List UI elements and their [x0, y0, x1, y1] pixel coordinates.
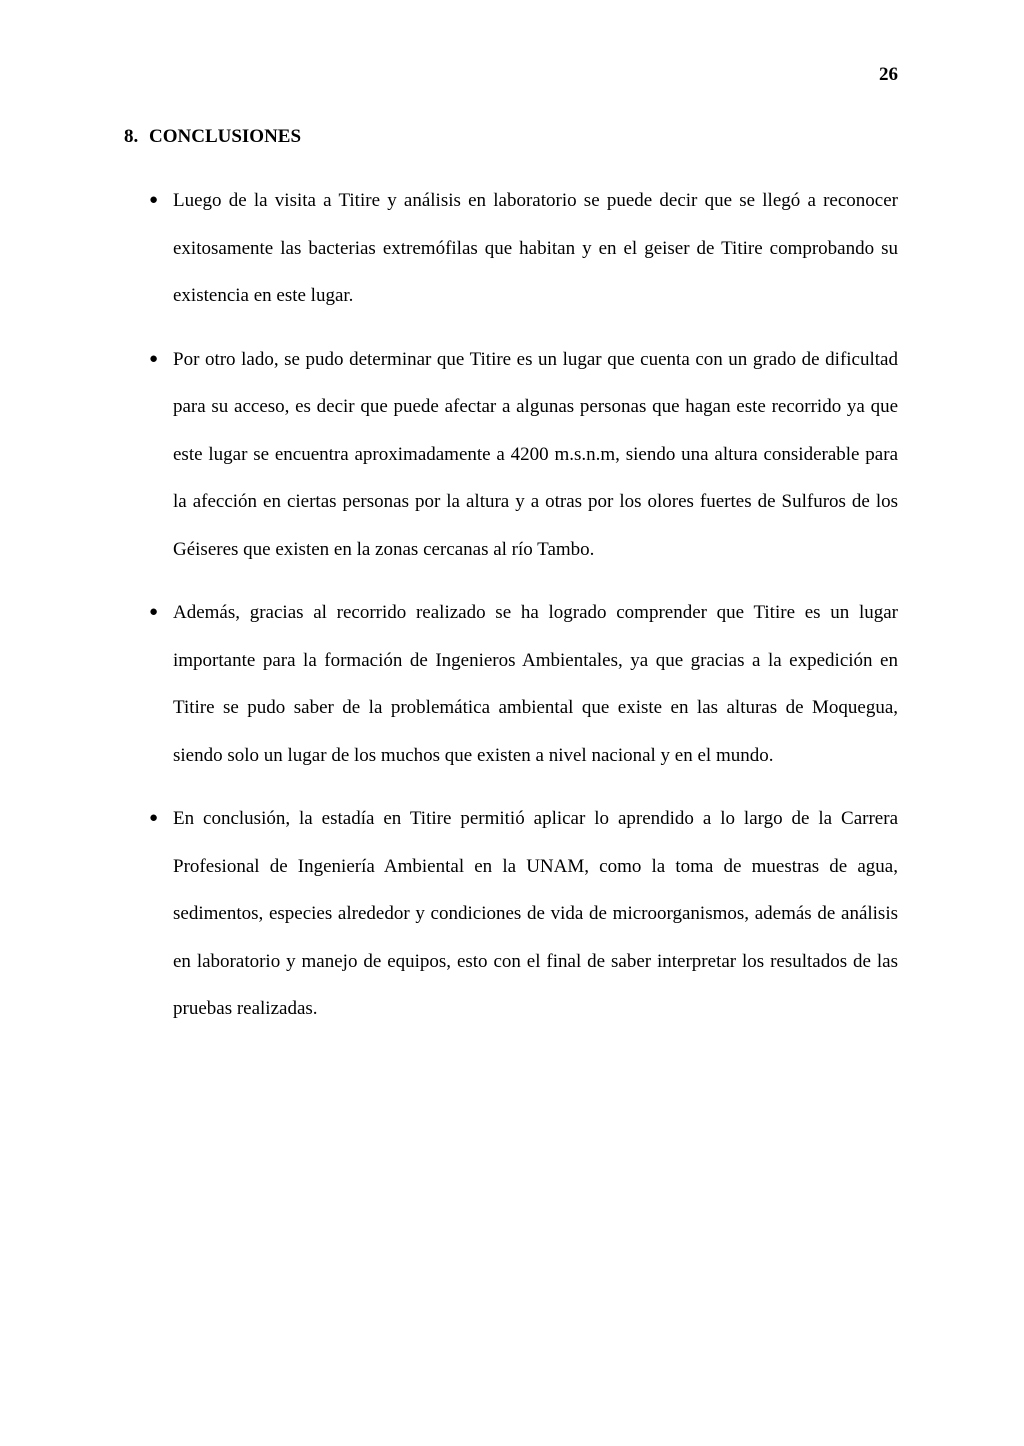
bullet-icon: ● [149, 350, 159, 367]
conclusions-list [0, 177, 1024, 1049]
bullet-icon: ● [149, 604, 159, 620]
section-title: CONCLUSIONES [149, 126, 302, 147]
bullet-icon: ● [149, 810, 159, 826]
list-item [0, 589, 1024, 779]
bullet-text: Luego de la visita a Titire y análisis en laboratorio se puede decir que se llegó a reconocer exitosamente las bacterias extremófilas que habitan y en el geiser de Titire comprobando su existencia en este lugar. [173, 190, 898, 306]
section-heading [124, 124, 301, 150]
section-number: 8. [124, 126, 139, 147]
bullet-text: Por otro lado, se pudo determinar que Titire es un lugar que cuenta con un grado de dificultad para su acceso, es decir que puede afectar a algunas personas que hagan este recorrido ya que este lugar se encuentra aproximadamente a 4200 m.s.n.m, siendo una altura considerable para la afección en ciertas personas por la altura y a otras por los olores fuertes de Sulfuros de los Géiseres que existen en la zonas cercanas al río Tambo. [173, 348, 898, 560]
page-number: 26 [879, 64, 898, 85]
list-item [0, 795, 1024, 1033]
bullet-icon: ● [149, 192, 159, 208]
bullet-text: En conclusión, la estadía en Titire permitió aplicar lo aprendido a lo largo de la Carrera Profesional de Ingeniería Ambiental en la UNAM, como la toma de muestras de agua, sedimentos, especies alrededor y condiciones de vida de microorganismos, además de análisis en laboratorio y manejo de equipos, esto con el final de saber interpretar los resultados de las pruebas realizadas. [173, 808, 898, 1019]
bullet-text: Además, gracias al recorrido realizado se ha logrado comprender que Titire es un lugar importante para la formación de Ingenieros Ambientales, ya que gracias a la expedición en Titire se pudo saber de la problemática ambiental que existe en las alturas de Moquegua, siendo solo un lugar de los muchos que existen a nivel nacional y en el mundo. [173, 602, 898, 766]
list-item [0, 336, 1024, 574]
list-item [0, 177, 1024, 320]
